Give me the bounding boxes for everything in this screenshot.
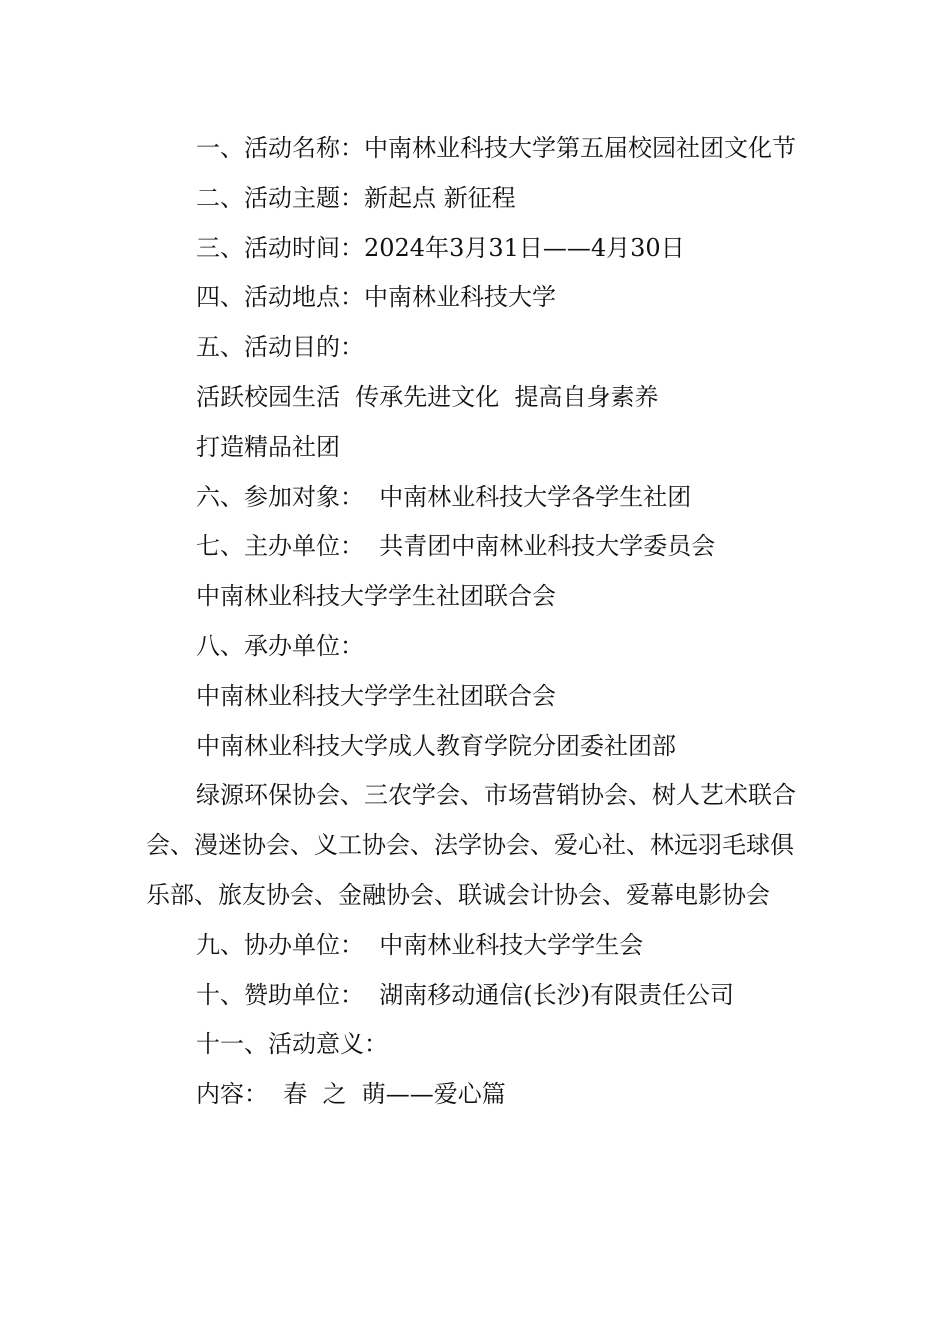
document-body [146,124,812,1120]
undertaker-associations: 绿源环保协会、三农学会、市场营销协会、树人艺术联合会、漫迷协会、义工协会、法学协会、爱心社、林远羽毛球俱乐部、旅友协会、金融协会、联诚会计协会、爱幕电影协会 [146,781,796,909]
purpose-line-1: 活跃校园生活 传承先进文化 提高自身素养 [196,382,659,411]
item-activity-location: 四、活动地点：中南林业科技大学 [196,283,556,312]
item-co-organizer: 九、协办单位： 中南林业科技大学学生会 [196,930,644,959]
item-participants: 六、参加对象： 中南林业科技大学各学生社团 [196,482,692,511]
item-activity-name: 一、活动名称：中南林业科技大学第五届校园社团文化节 [196,134,796,162]
item-undertaker: 八、承办单位： [196,631,364,660]
item-activity-time: 三、活动时间：2024年3月31日——4月30日 [196,233,685,262]
item-activity-purpose: 五、活动目的： [196,333,364,362]
undertaker-line-1: 中南林业科技大学学生社团联合会 [196,681,556,710]
content-line: 内容： 春 之 萌——爱心篇 [196,1080,506,1109]
item-organizer: 七、主办单位： 共青团中南林业科技大学委员会 [196,532,716,561]
item-significance: 十一、活动意义： [196,1030,388,1059]
organizer-line-2: 中南林业科技大学学生社团联合会 [196,582,556,611]
undertaker-line-2: 中南林业科技大学成人教育学院分团委社团部 [196,731,676,760]
item-sponsor: 十、赞助单位： 湖南移动通信(长沙)有限责任公司 [196,980,734,1009]
purpose-line-2: 打造精品社团 [196,432,340,461]
item-activity-theme: 二、活动主题：新起点 新征程 [196,183,516,212]
